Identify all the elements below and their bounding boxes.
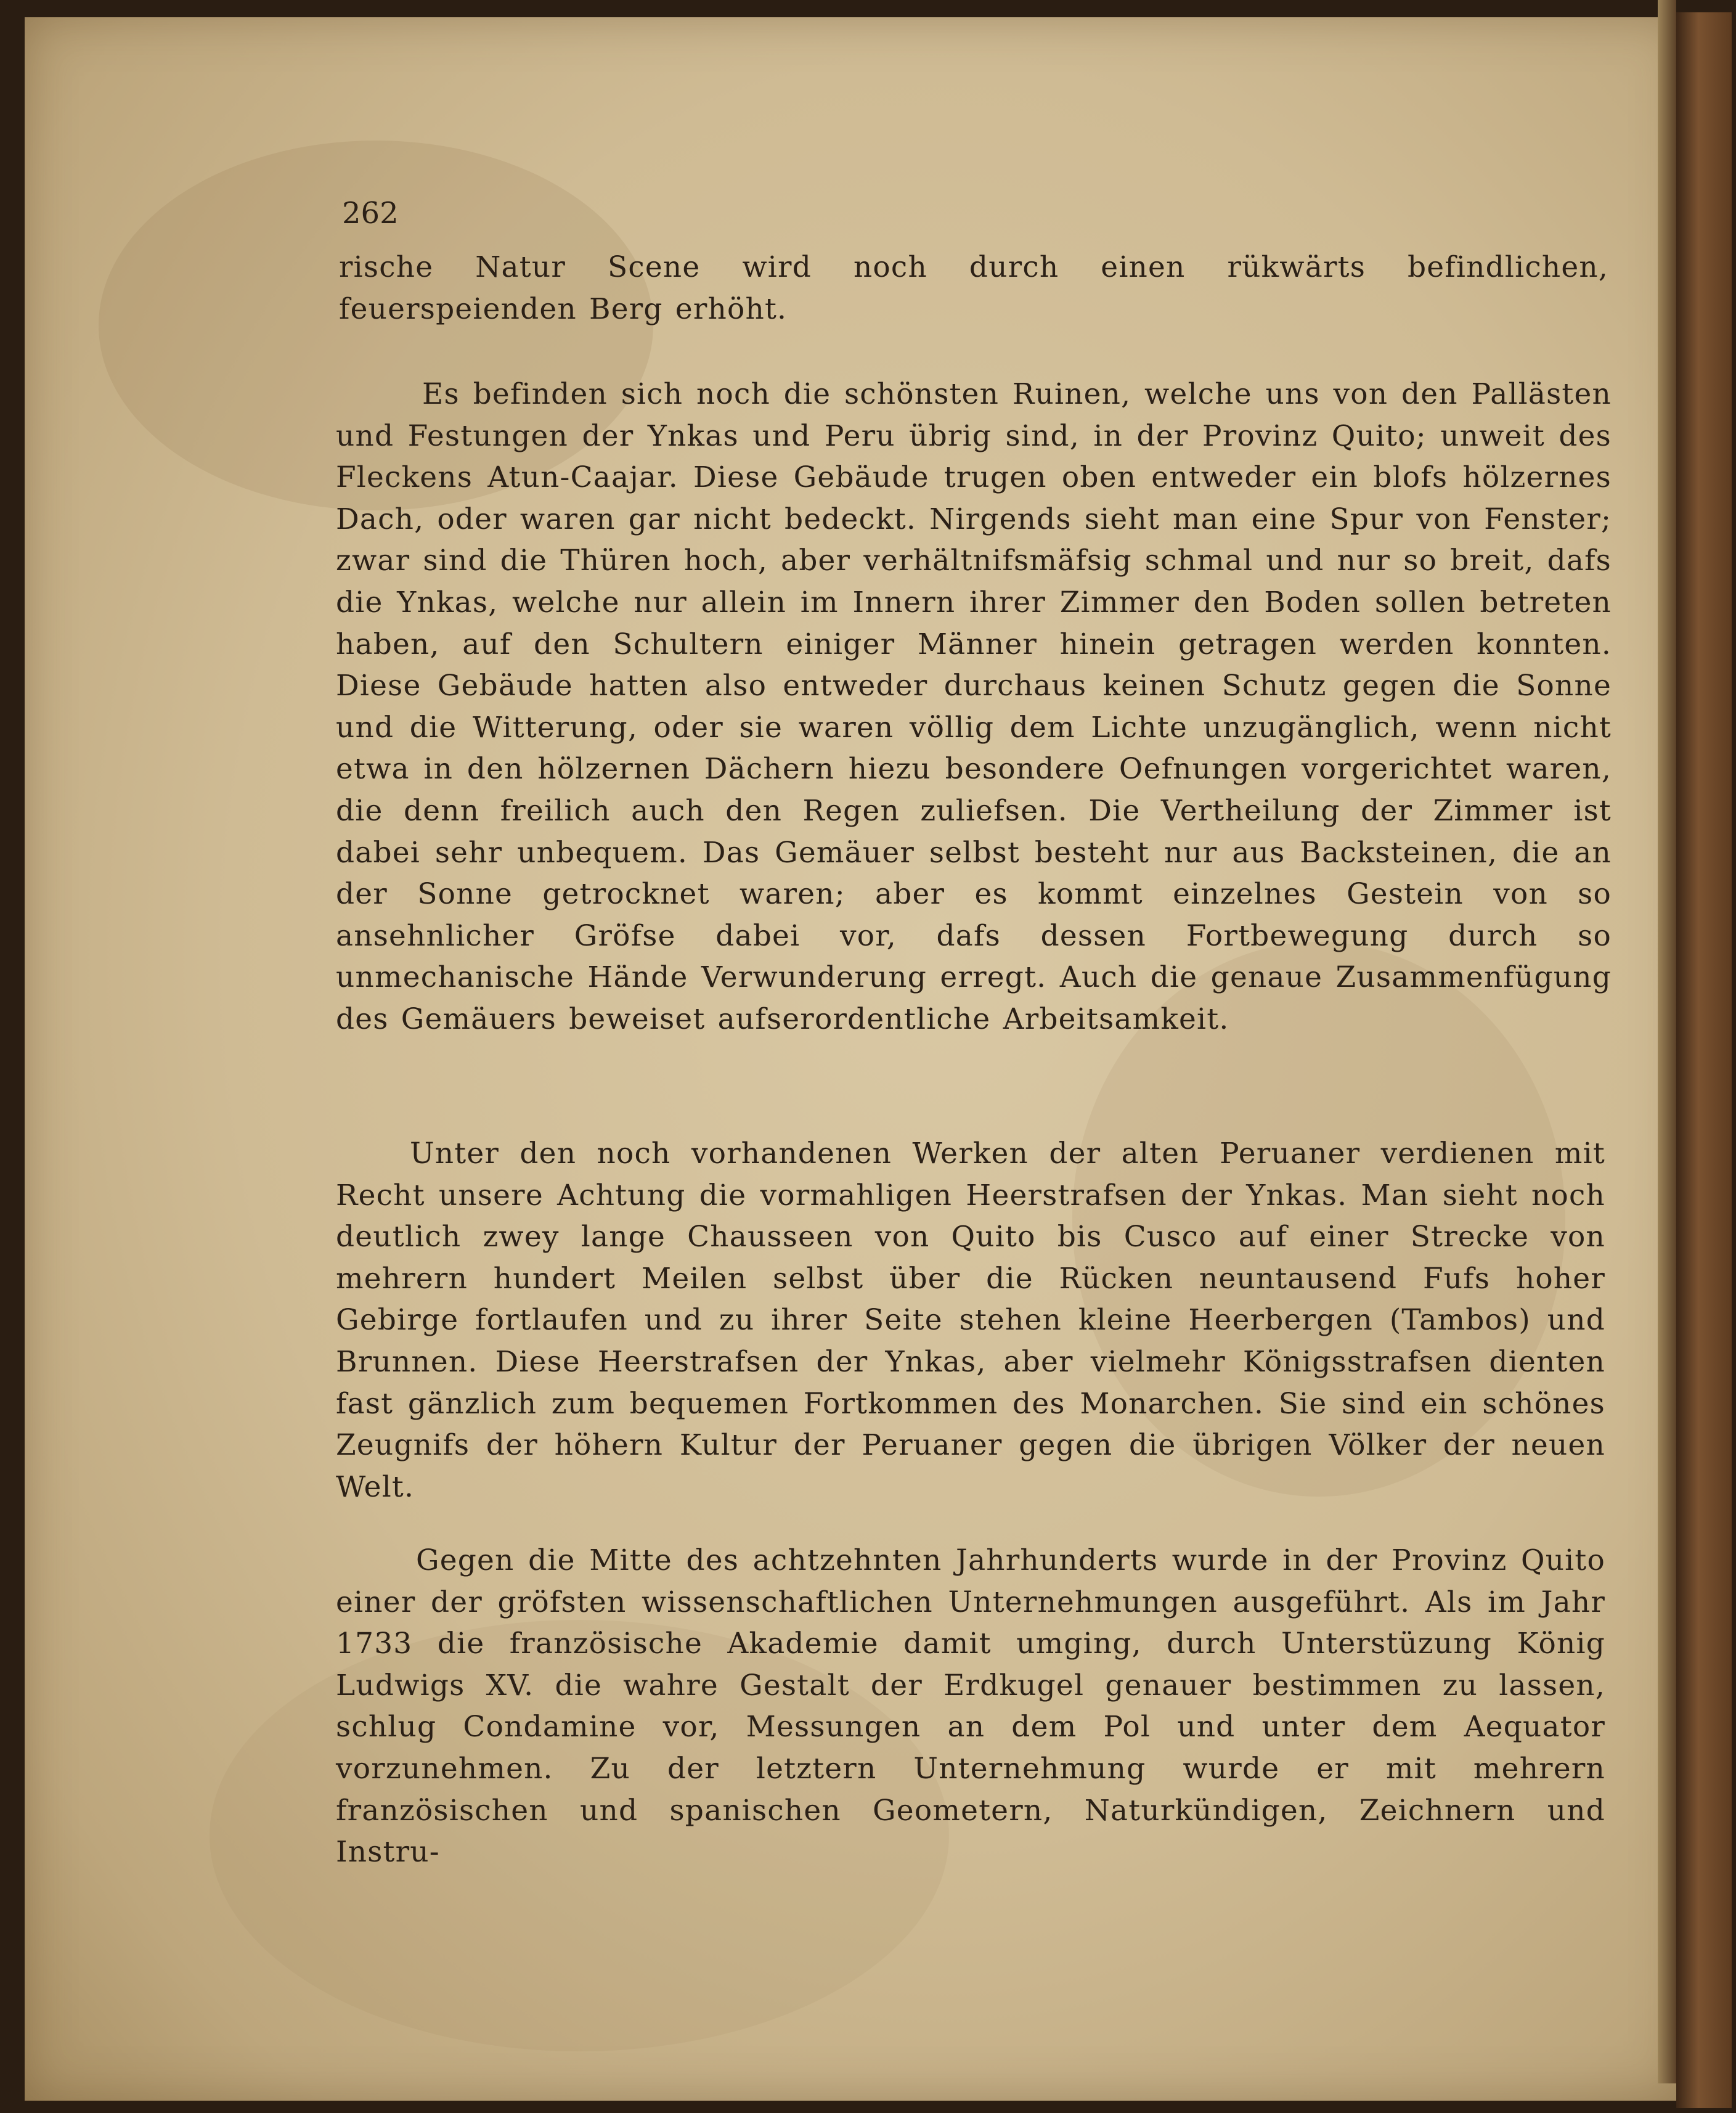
paragraph-expedition: Gegen die Mitte des achtzehnten Jahrhunderts wurde in der Provinz Quito einer der gröfsten wissenschaftlichen Unternehmungen ausgeführt. Als im Jahr 1733 die französische Akademie damit umging, durch Unterstüzung König Ludwigs XV. die wahre Gestalt der Erdkugel genauer bestimmen zu lassen, schlug Condamine vor, Messungen an dem Pol und unter dem Aequator vorzunehmen. Zu der letztern Unternehmung wurde er mit mehrern französischen und spanischen Geometern, Naturkündigen, Zeichnern und Instru- <box>336 1543 1605 1870</box>
book-spine <box>1676 12 1732 2108</box>
paragraph-roads: Unter den noch vorhandenen Werken der alten Peruaner verdienen mit Recht unsere Achtung die vormahligen Heerstrafsen der Ynkas. Man sieht noch deutlich zwey lange Chausseen von Quito bis Cusco auf einer Strecke von mehrern hundert Meilen selbst über die Rücken neuntausend Fufs hoher Gebirge fortlaufen und zu ihrer Seite stehen kleine Heerbergen (Tambos) und Brunnen. Diese Heerstrafsen der Ynkas, aber vielmehr Königsstrafsen dienten fast gänzlich zum bequemen Fortkommen des Monarchen. Sie sind ein schönes Zeugnifs der höhern Kultur der Peruaner gegen die übrigen Völker der neuen Welt. <box>336 1137 1605 1504</box>
paragraph-ruins: Es befinden sich noch die schönsten Ruinen, welche uns von den Pallästen und Festungen der Ynkas und Peru übrig sind, in der Provinz Quito; unweit des Fleckens Atun-Caajar. Diese Gebäude trugen oben entweder ein blofs hölzernes Dach, oder waren gar nicht bedeckt. Nirgends sieht man eine Spur von Fenster; zwar sind die Thüren hoch, aber verhältnifsmäfsig schmal und nur so breit, dafs die Ynkas, welche nur allein im Innern ihrer Zimmer den Boden sollen betreten haben, auf den Schultern einiger Männer hinein getragen werden konnten. Diese Gebäude hatten also entweder durchaus keinen Schutz gegen die Sonne und die Witterung, oder sie waren völlig dem Lichte unzugänglich, wenn nicht etwa in den hölzernen Dächern hiezu besondere Oefnungen vorgerichtet waren, die denn freilich auch den Regen zuliefsen. Die Vertheilung der Zimmer ist dabei sehr unbequem. Das Gemäuer selbst besteht nur aus Backsteinen, die an der Sonne getrocknet waren; aber es kommt einzelnes Gestein von so ansehnlicher Gröfse dabei vor, dafs dessen Fortbewegung durch so unmechanische Hände Verwunderung erregt. Auch die genaue Zusammenfügung des Gemäuers beweiset aufserordentliche Arbeitsamkeit. <box>336 377 1612 1036</box>
page-number: 262 <box>342 196 399 231</box>
paragraph-continuation: rische Natur Scene wird noch durch einen rükwärts befindlichen, feuerspeienden Berg erhöht. <box>339 250 1608 326</box>
page-gutter <box>1658 0 1676 2083</box>
